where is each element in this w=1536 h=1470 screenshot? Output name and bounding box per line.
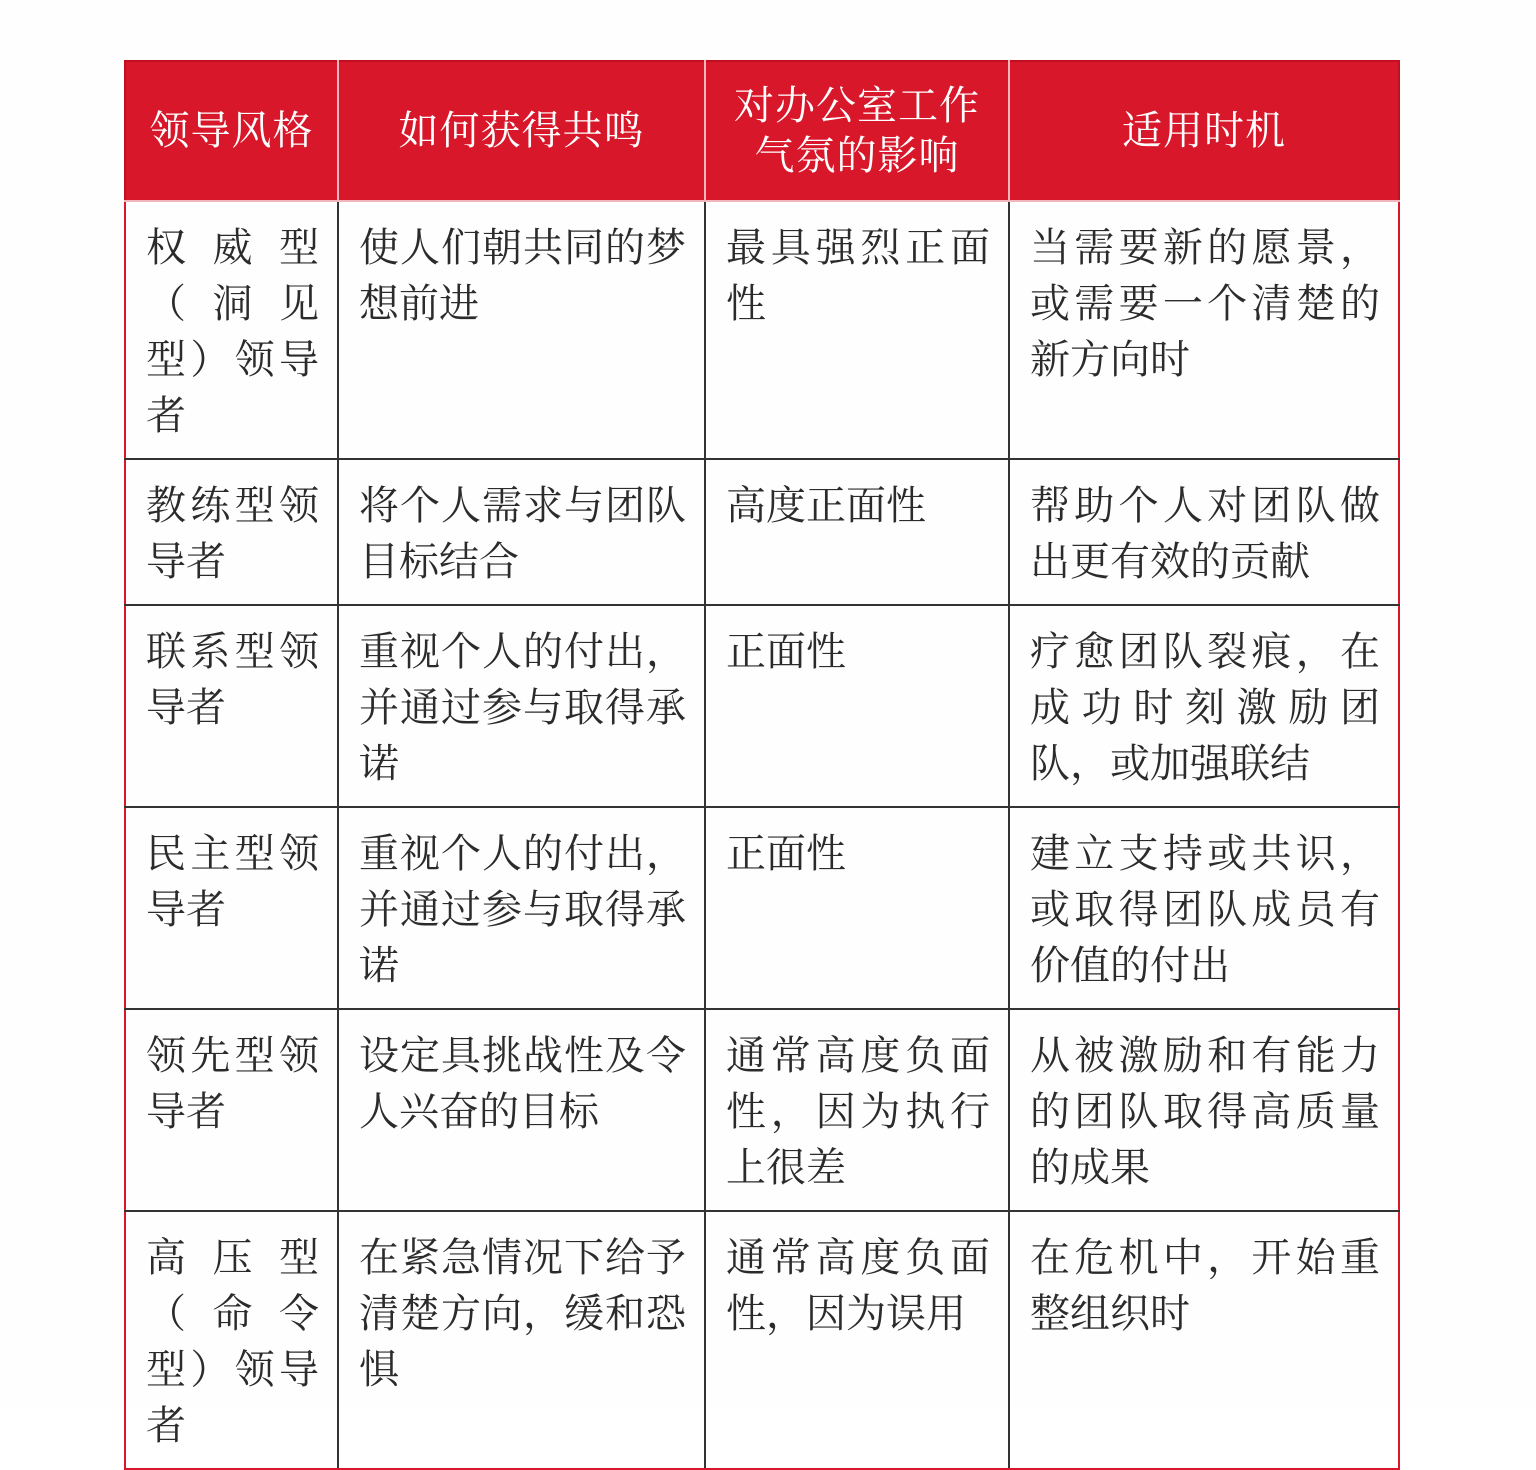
cell-impact: 通常高度负面性，因为误用 [705, 1211, 1009, 1469]
table-row [125, 807, 1399, 1009]
cell-resonance: 重视个人的付出，并通过参与取得承诺 [338, 807, 705, 1009]
leadership-styles-table [124, 60, 1400, 1470]
table-row [125, 605, 1399, 807]
cell-style: 教练型领导者 [125, 459, 338, 605]
table-row [125, 1009, 1399, 1211]
cell-style: 权威型（洞见型）领导者 [125, 201, 338, 459]
cell-style: 领先型领导者 [125, 1009, 338, 1211]
table-body [125, 201, 1399, 1469]
cell-resonance: 使人们朝共同的梦想前进 [338, 201, 705, 459]
cell-timing: 当需要新的愿景，或需要一个清楚的新方向时 [1009, 201, 1399, 459]
cell-resonance: 重视个人的付出，并通过参与取得承诺 [338, 605, 705, 807]
cell-timing: 建立支持或共识，或取得团队成员有价值的付出 [1009, 807, 1399, 1009]
table-row [125, 201, 1399, 459]
header-row [125, 61, 1399, 201]
header-leadership-style: 领导风格 [125, 61, 338, 201]
cell-resonance: 将个人需求与团队目标结合 [338, 459, 705, 605]
table-row [125, 459, 1399, 605]
header-climate-impact: 对办公室工作气氛的影响 [705, 61, 1009, 201]
cell-timing: 在危机中，开始重整组织时 [1009, 1211, 1399, 1469]
cell-impact: 高度正面性 [705, 459, 1009, 605]
cell-style: 高压型（命令型）领导者 [125, 1211, 338, 1469]
cell-style: 联系型领导者 [125, 605, 338, 807]
cell-style: 民主型领导者 [125, 807, 338, 1009]
header-how-resonance: 如何获得共鸣 [338, 61, 705, 201]
cell-timing: 疗愈团队裂痕，在成功时刻激励团队，或加强联结 [1009, 605, 1399, 807]
cell-impact: 最具强烈正面性 [705, 201, 1009, 459]
cell-impact: 正面性 [705, 605, 1009, 807]
table-row [125, 1211, 1399, 1469]
cell-timing: 帮助个人对团队做出更有效的贡献 [1009, 459, 1399, 605]
cell-impact: 正面性 [705, 807, 1009, 1009]
cell-resonance: 在紧急情况下给予清楚方向，缓和恐惧 [338, 1211, 705, 1469]
table-header [125, 61, 1399, 201]
cell-impact: 通常高度负面性，因为执行上很差 [705, 1009, 1009, 1211]
cell-timing: 从被激励和有能力的团队取得高质量的成果 [1009, 1009, 1399, 1211]
header-when-appropriate: 适用时机 [1009, 61, 1399, 201]
cell-resonance: 设定具挑战性及令人兴奋的目标 [338, 1009, 705, 1211]
